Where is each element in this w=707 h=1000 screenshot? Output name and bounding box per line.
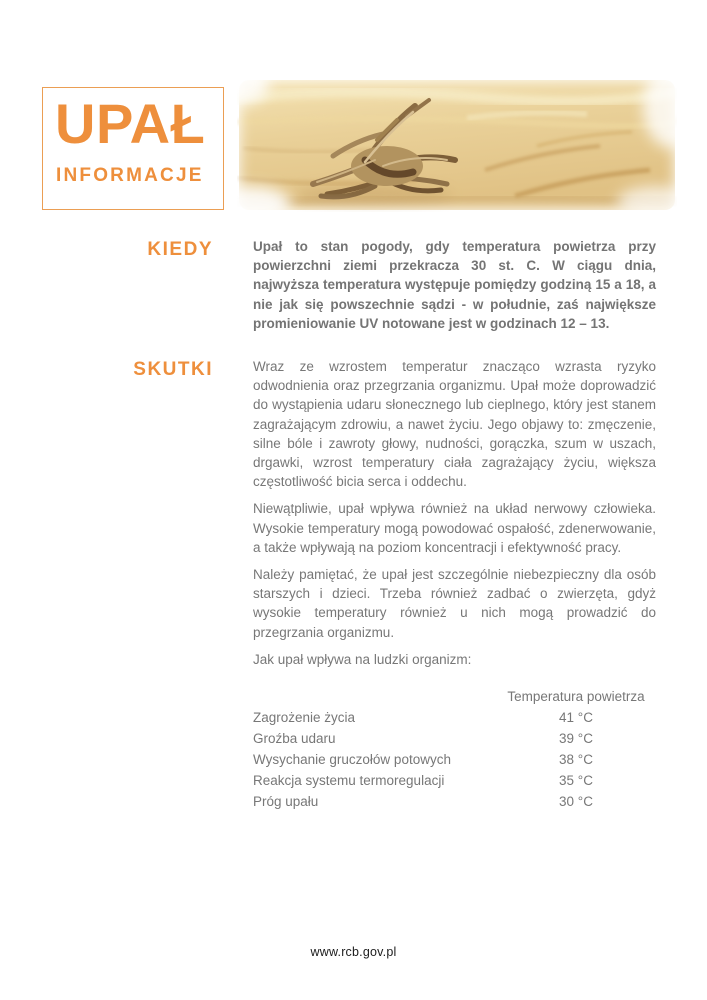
document-title: UPAŁ <box>55 92 206 155</box>
driftwood-illustration <box>237 78 677 212</box>
section-heading-skutki: SKUTKI <box>133 359 213 380</box>
section-body-kiedy <box>253 237 656 341</box>
table-row-value: 39 °C <box>559 731 593 747</box>
paragraph-table-intro: Jak upał wpływa na ludzki organizm: <box>253 651 472 667</box>
table-row-label: Próg upału <box>253 794 319 810</box>
table-row-label: Wysychanie gruczołów potowych <box>253 752 451 768</box>
table-row <box>253 707 656 728</box>
title-box <box>42 87 224 210</box>
table-row-label: Reakcja systemu termoregulacji <box>253 773 445 789</box>
table-row-label: Zagrożenie życia <box>253 710 356 726</box>
table-header-row <box>253 686 656 707</box>
table-header-label <box>253 686 496 707</box>
footer-url: www.rcb.gov.pl <box>310 945 397 959</box>
table-row-value: 38 °C <box>559 752 593 768</box>
table-row <box>253 749 656 770</box>
table-row <box>253 791 656 812</box>
hero-image <box>237 78 677 212</box>
footer <box>0 945 707 959</box>
table-header-value: Temperatura powietrza <box>507 689 645 705</box>
table-row-value: 30 °C <box>559 794 593 810</box>
table-row <box>253 728 656 749</box>
paragraph: Wraz ze wzrostem temperatur znacząco wzrasta ryzyko odwodnienia oraz przegrzania organizmu. Upał może doprowadzić do wystąpienia udaru słonecznego lub cieplnego, który jest stanem zagrażającym zdrowiu, a nawet życiu. Jego objawy to: zmęczenie, silne bóle i zawroty głowy, nudności, gorączka, szum w uszach, drgawki, wzrost temperatury ciała zagrażający życiu, większa częstotliwość bicia serca i oddechu. <box>253 359 656 490</box>
document-subtitle: INFORMACJE <box>56 165 204 186</box>
table-row-value: 35 °C <box>559 773 593 789</box>
table-row <box>253 770 656 791</box>
section-heading-kiedy: KIEDY <box>147 239 213 260</box>
paragraph: Należy pamiętać, że upał jest szczególnie niebezpieczny dla osób starszych i dzieci. Trzeba również zadbać o zwierzęta, gdyż wysokie temperatury również u nich mogą prowadzić do przegrzania organizmu. <box>253 567 656 640</box>
paragraph: Upał to stan pogody, gdy temperatura powietrza przy powierzchni ziemi przekracza 30 st. C. W ciągu dnia, najwyższa temperatura występuje pomiędzy godziną 15 a 18, a nie jak się powszechnie sądzi - w południe, zaś największe promieniowanie UV notowane jest w godzinach 12 – 13. <box>253 239 656 331</box>
table-row-label: Groźba udaru <box>253 731 336 747</box>
table-row-value: 41 °C <box>559 710 593 726</box>
paragraph: Niewątpliwie, upał wpływa również na układ nerwowy człowieka. Wysokie temperatury mogą powodować ospałość, zdenerwowanie, a także wpływają na poziom koncentracji i efektywność pracy. <box>253 501 656 555</box>
temperature-table <box>253 686 656 812</box>
section-body-skutki <box>253 357 656 812</box>
